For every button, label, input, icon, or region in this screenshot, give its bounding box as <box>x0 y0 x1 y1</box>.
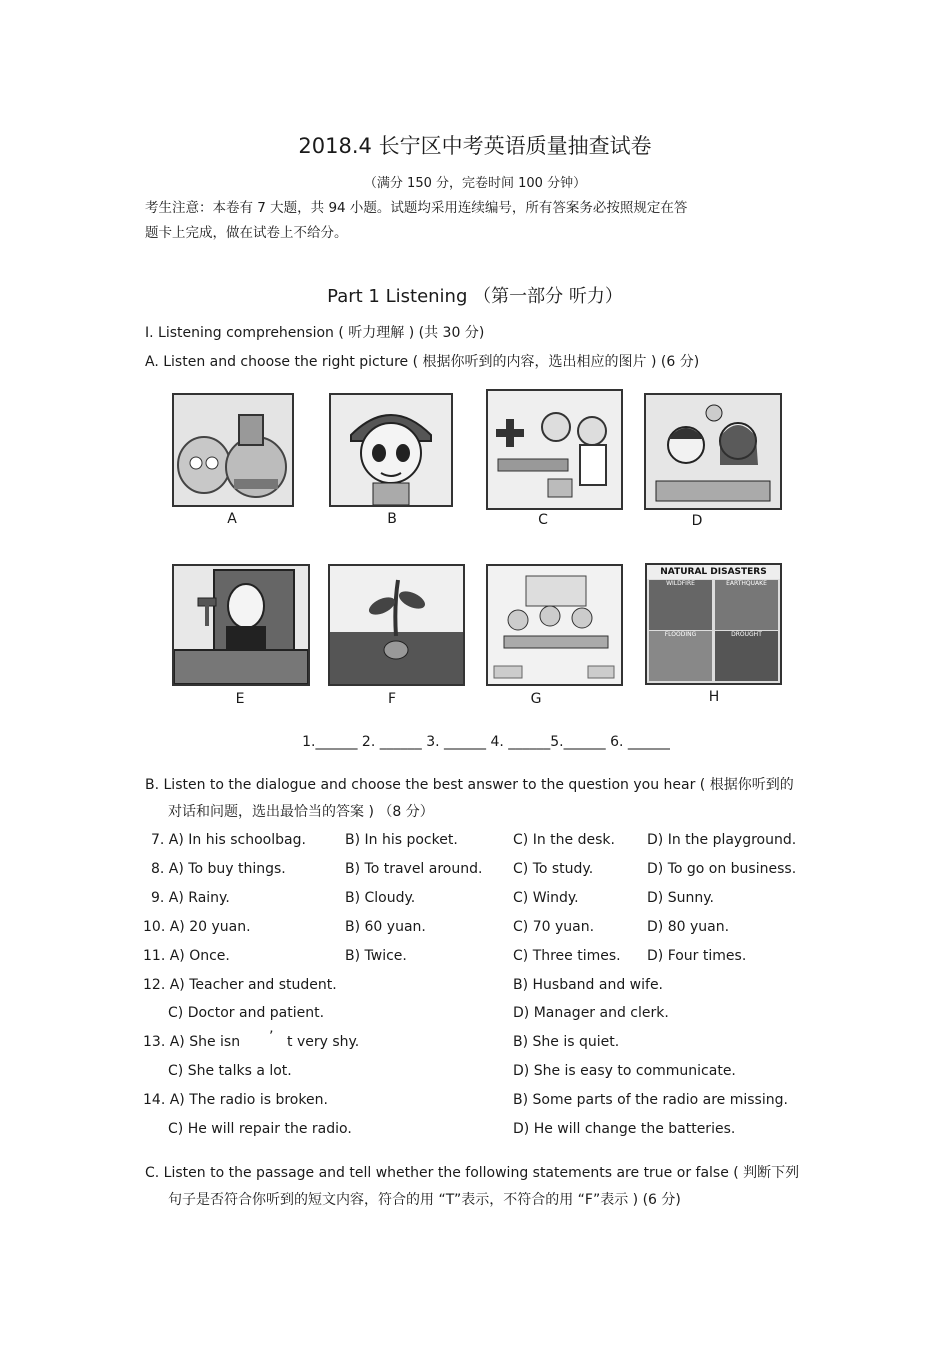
picture-label-e: E <box>235 691 245 707</box>
q8-option-c: C) To study. <box>513 861 594 877</box>
notice-line-1: 考生注意：本卷有 7 大题，共 94 小题。试题均采用连续编号，所有答案务必按照规定在答 <box>145 200 688 216</box>
earthquake-panel <box>715 580 778 630</box>
q13-apostrophe: ’ <box>269 1029 274 1045</box>
q8-option-a: 8. A) To buy things. <box>151 861 286 877</box>
q7-option-b: B) In his pocket. <box>345 832 458 848</box>
q12-option-a: 12. A) Teacher and student. <box>143 977 337 993</box>
seedling-icon <box>330 566 463 684</box>
picture-b <box>329 393 453 507</box>
picture-label-f: F <box>387 691 397 707</box>
picture-label-b: B <box>387 511 397 527</box>
notice-line-2: 题卡上完成，做在试卷上不给分。 <box>145 225 348 241</box>
q7-option-d: D) In the playground. <box>647 832 797 848</box>
picture-g <box>486 564 623 686</box>
picture-h-title: NATURAL DISASTERS <box>647 565 780 579</box>
wildfire-panel <box>649 580 712 630</box>
q10-option-b: B) 60 yuan. <box>345 919 426 935</box>
q12-option-c: C) Doctor and patient. <box>168 1005 325 1021</box>
q13-option-a-part2: t very shy. <box>287 1034 360 1050</box>
q11-option-b: B) Twice. <box>345 948 407 964</box>
q8-option-d: D) To go on business. <box>647 861 797 877</box>
section-b-heading-line-1: B. Listen to the dialogue and choose the best answer to the question you hear ( 根据你听到的 <box>145 777 794 793</box>
doctor-cartoon-icon <box>488 391 621 508</box>
drought-panel <box>715 631 778 681</box>
q14-option-b: B) Some parts of the radio are missing. <box>513 1092 788 1108</box>
page-title: 2018.4 长宁区中考英语质量抽查试卷 <box>298 134 652 158</box>
flooding-panel <box>649 631 712 681</box>
q10-option-c: C) 70 yuan. <box>513 919 595 935</box>
q11-option-c: C) Three times. <box>513 948 621 964</box>
traffic-cartoon-icon <box>174 395 292 505</box>
q11-option-a: 11. A) Once. <box>143 948 230 964</box>
q13-option-c: C) She talks a lot. <box>168 1063 292 1079</box>
answer-blanks-1-6: 1.______ 2. ______ 3. ______ 4. ______5.______ 6. ______ <box>302 734 670 750</box>
q12-option-d: D) Manager and clerk. <box>513 1005 669 1021</box>
earthquake-label: EARTHQUAKE <box>726 580 767 587</box>
picture-label-g: G <box>530 691 542 707</box>
picture-label-c: C <box>538 512 548 528</box>
q12-option-b: B) Husband and wife. <box>513 977 664 993</box>
q9-option-a: 9. A) Rainy. <box>151 890 230 906</box>
judge-gavel-icon <box>174 566 308 684</box>
q8-option-b: B) To travel around. <box>345 861 483 877</box>
picture-label-d: D <box>691 513 703 529</box>
q13-option-b: B) She is quiet. <box>513 1034 620 1050</box>
classroom-science-icon <box>488 566 621 684</box>
picture-e <box>172 564 310 686</box>
picture-a <box>172 393 294 507</box>
q10-option-d: D) 80 yuan. <box>647 919 730 935</box>
q9-option-d: D) Sunny. <box>647 890 714 906</box>
q7-option-a: 7. A) In his schoolbag. <box>151 832 306 848</box>
q9-option-b: B) Cloudy. <box>345 890 416 906</box>
section-c-heading-line-2: 句子是否符合你听到的短文内容，符合的用 “T”表示，不符合的用 “F”表示 ) (6 分) <box>168 1192 681 1208</box>
section-b-heading-line-2: 对话和问题，选出最恰当的答案 ) （8 分） <box>168 804 434 820</box>
picture-d <box>644 393 782 510</box>
q9-option-c: C) Windy. <box>513 890 579 906</box>
q13-option-a-part1: 13. A) She isn <box>143 1034 241 1050</box>
picture-h <box>645 563 782 685</box>
section-c-heading-line-1: C. Listen to the passage and tell whether the following statements are true or false ( 判断下列 <box>145 1165 800 1181</box>
q11-option-d: D) Four times. <box>647 948 747 964</box>
picture-f <box>328 564 465 686</box>
students-reading-icon <box>646 395 780 508</box>
section-a-heading: A. Listen and choose the right picture ( 根据你听到的内容，选出相应的图片 ) (6 分) <box>145 354 700 370</box>
picture-label-h: H <box>708 689 720 705</box>
q7-option-c: C) In the desk. <box>513 832 615 848</box>
section-i-heading: I. Listening comprehension ( 听力理解 ) (共 30 分) <box>145 325 485 341</box>
flooding-label: FLOODING <box>664 631 697 638</box>
q13-option-d: D) She is easy to communicate. <box>513 1063 736 1079</box>
boy-cartoon-icon <box>331 395 451 505</box>
exam-subtitle: （满分 150 分，完卷时间 100 分钟） <box>363 176 587 191</box>
part-title: Part 1 Listening （第一部分 听力） <box>327 286 623 307</box>
q14-option-c: C) He will repair the radio. <box>168 1121 352 1137</box>
picture-c <box>486 389 623 510</box>
picture-label-a: A <box>227 511 237 527</box>
q14-option-a: 14. A) The radio is broken. <box>143 1092 328 1108</box>
q14-option-d: D) He will change the batteries. <box>513 1121 736 1137</box>
q10-option-a: 10. A) 20 yuan. <box>143 919 251 935</box>
drought-label: DROUGHT <box>731 631 762 638</box>
wildfire-label: WILDFIRE <box>666 580 695 587</box>
